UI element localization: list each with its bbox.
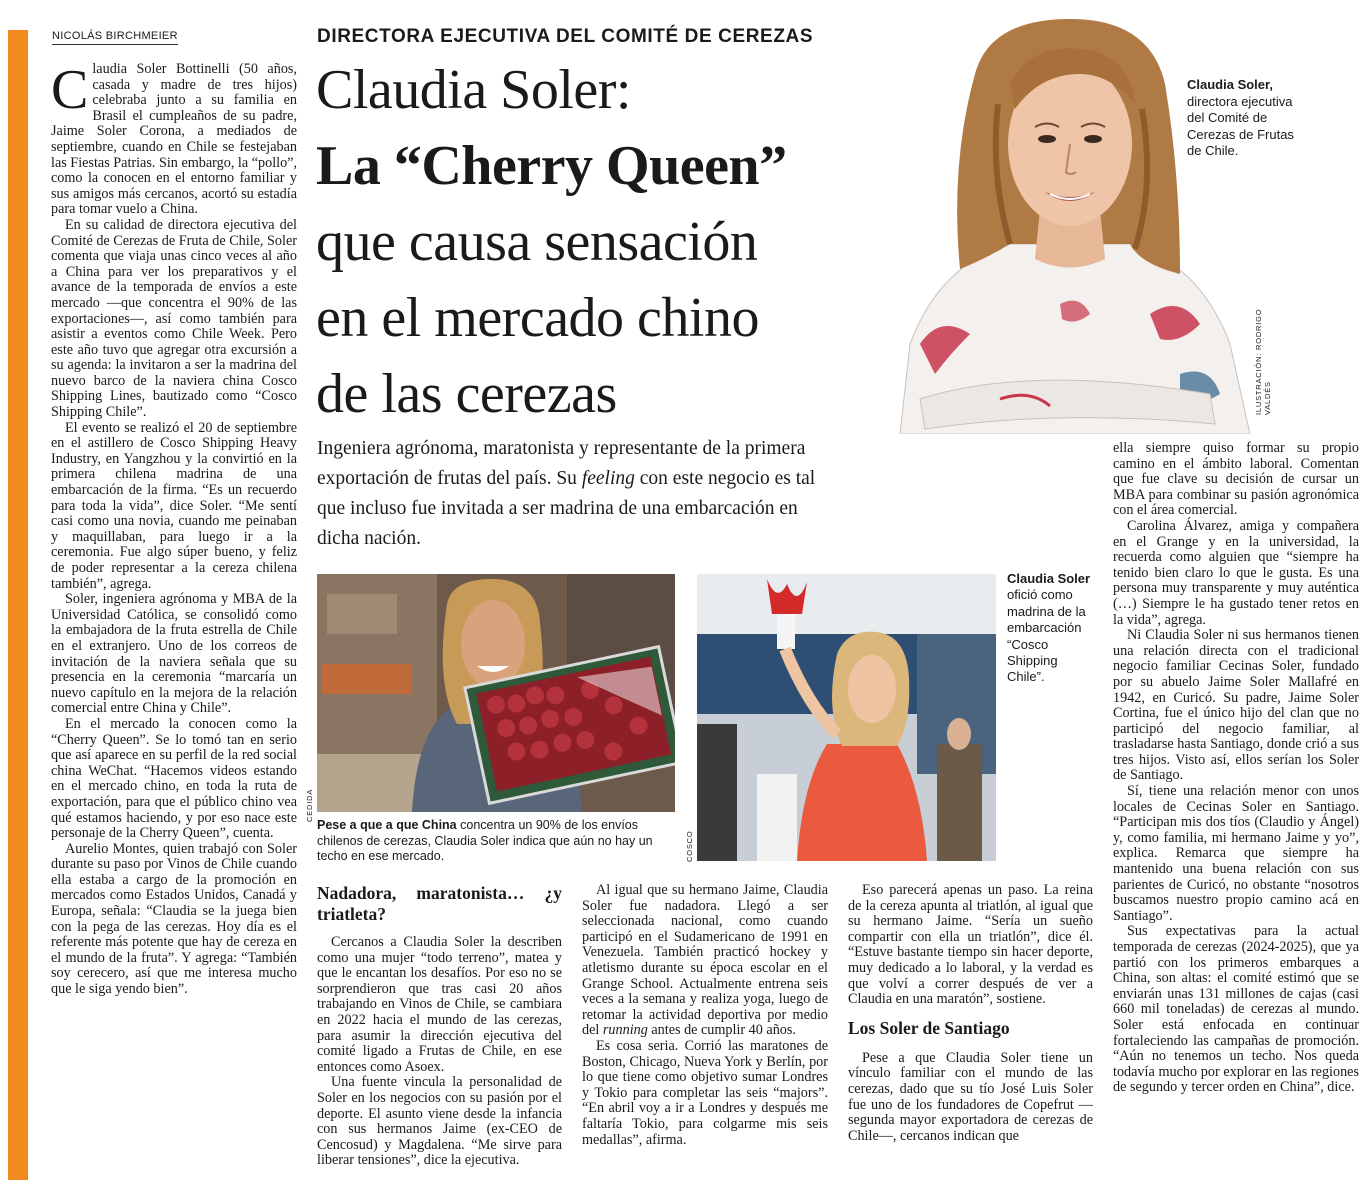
photo-ship-ceremony-caption-text: ofició como madrina de la embarcación “Cosco Shipping Chile”. bbox=[1007, 587, 1086, 685]
article-column-3 bbox=[582, 883, 828, 1148]
headline-line-1: Claudia Soler: bbox=[316, 59, 631, 121]
portrait-caption-role: directora ejecutiva del Comité de Cerezas de Frutas de Chile. bbox=[1187, 93, 1294, 158]
col1-paragraph-3: El evento se realizó el 20 de septiembre en el astillero de Cosco Shipping Heavy Industry, en Yangzhou y la convirtió en la primera chilena madrina de una embarcación de la firma. “Es un recuerdo para toda la vida”, dice Soler. “Me sentí casi como una novia, cuando me peinaban y maquillaban, para luego ir a la ceremonia. Fue algo súper bueno, y feliz de poder representar a la cereza chilena también”, agrega. bbox=[51, 419, 297, 592]
lead-text-before: Ingeniera agrónoma, maratonista y representante de la primera exportación de frutas del país. Su bbox=[317, 438, 806, 489]
headline-line-2: La “Cherry Queen” bbox=[316, 135, 787, 197]
section-color-bar bbox=[8, 30, 28, 1180]
col5-paragraph-3: Sí, tiene una relación menor con unos locales de Cecinas Soler en Santiago. “Participan mis dos tíos (Claudio y Ángel) y, como familia, mi hermano Jaime y yo”, explica. Remarca que siempre ha mantenido una buena relación con sus parientes de Curicó, no obstante “nosotros buscamos nuestro propio camino acá en Santiago”. bbox=[1113, 783, 1359, 924]
article-column-1 bbox=[51, 59, 298, 998]
col5-paragraph-4: Sus expectativas para la actual temporada de cerezas (2024-2025), que ya partió con los primeros embarques a China, son altas: el comité estimó que se enviarán unas 131 millones de cajas (casi 660 mil toneladas) de cerezas al mundo. Soler está enfocada en continuar fortaleciendo las campañas de promoción. “Aún no tenemos un techo. Nos queda todavía mucho por explorar en las regiones de segundo y tercer orden en China”, dice. bbox=[1113, 923, 1359, 1096]
photo-cherry-box bbox=[317, 574, 675, 812]
subhead-nadadora: Nadadora, maratonista… ¿y triatleta? bbox=[317, 883, 562, 924]
col1-paragraph-1-text: laudia Soler Bottinelli (50 años, casada y madre de tres hijos) celebraba junto a su familia en Brasil el cumpleaños de su padre, Jaime Soler Corona, a mediados de septiembre, cuando en Chile se festejaban las Fiestas Patrias. Sin embargo, la “pollo”, como la conocen en el entorno familiar y sus amigos más cercanos, acortó su estadía para tomar vuelo a China. bbox=[51, 61, 298, 218]
headline-line-4: en el mercado chino bbox=[316, 287, 759, 349]
photo-ship-ceremony-credit: COSCO bbox=[685, 830, 694, 862]
portrait-caption bbox=[1187, 77, 1307, 160]
portrait-caption-name: Claudia Soler, bbox=[1187, 77, 1273, 92]
photo-ship-ceremony-caption bbox=[1007, 571, 1093, 686]
photo-cherry-box-caption-text: concentra un 90% de los envíos chilenos de cerezas, Claudia Soler indica que aún no hay un techo en ese mercado. bbox=[317, 818, 653, 863]
lead-paragraph bbox=[317, 434, 837, 554]
col3-paragraph-1-italic: running bbox=[602, 1022, 648, 1039]
photo-ship-ceremony-caption-bold: Claudia Soler bbox=[1007, 571, 1091, 586]
portrait-credit: ILUSTRACIÓN: RODRIGO VALDÉS bbox=[1254, 308, 1272, 415]
col2-paragraph-2: Una fuente vincula la personalidad de Soler en los negocios con su pasión por el deporte. El asunto viene desde la infancia con sus hermanos Jaime (ex-CEO de Cencosud) y Magdalena. “Me sirve para liberar tensiones”, dice la ejecutiva. bbox=[317, 1074, 562, 1169]
col4-paragraph-1: Eso parecerá apenas un paso. La reina de la cereza apunta al triatlón, al igual que su hermano Jaime. “Sería un sueño compartir con ella un triatlón”, dice él. “Estuve bastante tiempo sin hacer deporte, muy dedicado a lo laboral, y la verdad es que volví a correr después de ver a Claudia en una maratón”, sostiene. bbox=[848, 882, 1093, 1008]
col1-paragraph-6: Aurelio Montes, quien trabajó con Soler durante su paso por Vinos de Chile cuando ella estaba a cargo de la promoción en mercados como Estados Unidos, Canadá y Europa, señala: “Claudia se la juega bien con la pega de las cerezas. Hoy día es el referente más potente que hay de cereza en el mundo de la fruta”. Y agrega: “También soy cerecero, así que me interesa mucho que le siga yendo bien”. bbox=[51, 840, 297, 998]
kicker: DIRECTORA EJECUTIVA DEL COMITÉ DE CEREZAS bbox=[317, 26, 814, 47]
col1-paragraph-2: En su calidad de directora ejecutiva del Comité de Cerezas de Fruta de Chile, Soler comenta que viaja unas cinco veces al año a China para ver los preparativos y el avance de la temporada de envíos a este mercado —que concentra el 90% de las exportaciones—, así como también para asistir a eventos como Chile Week. Pero este año tuvo que agregar otra excursión a su agenda: la invitaron a ser la madrina del nuevo barco de la naviera china Cosco Shipping Lines, bautizado como “Cosco Shipping Chile”. bbox=[51, 216, 297, 421]
col4-paragraph-2: Pese a que Claudia Soler tiene un vínculo familiar con el mundo de las cerezas, dado que su tío José Luis Soler fue uno de los fundadores de Copefrut —segunda mayor exportadora de cerezas de Chile—, cercanos indican que bbox=[848, 1049, 1093, 1144]
col3-paragraph-2: Es cosa seria. Corrió las maratones de Boston, Chicago, Nueva York y Berlín, por lo que tiene como objetivo sumar Londres y Tokio para completar las seis “majors”. “En abril voy a ir a Londres y después me faltaría Tokio, para colgarme mis seis medallas”, afirma. bbox=[582, 1037, 828, 1148]
photo-cherry-box-caption bbox=[317, 818, 679, 865]
headline bbox=[316, 52, 916, 432]
col2-paragraph-1: Cercanos a Claudia Soler la describen como una mujer “todo terreno”, matea y que le encantan los desafíos. Por eso no se sorprendieron que tras casi 20 años trabajando en Vinos de Chile, se cambiara en 2022 hacia el mundo de las cerezas, para asumir la dirección ejecutiva del comité ligado a Frutas de Chile, en ese entonces como Asoex. bbox=[317, 934, 562, 1075]
headline-line-3: que causa sensación bbox=[316, 211, 758, 273]
col3-paragraph-1-text-b: antes de cumplir 40 años. bbox=[647, 1022, 796, 1039]
photo-ship-ceremony bbox=[697, 574, 996, 861]
photo-cherry-box-credit: CEDIDA bbox=[305, 788, 314, 822]
col1-paragraph-4: Soler, ingeniera agrónoma y MBA de la Universidad Católica, se consolidó como la embajadora de la fruta estrella de Chile en el extranjero. Uno de los correos de invitación de la naviera señala que su presencia en la ceremonia “marcaría un nuevo capítulo en la mejora de la relación comercial entre China y Chile”. bbox=[51, 591, 297, 717]
subhead-los-soler: Los Soler de Santiago bbox=[848, 1017, 1010, 1038]
col5-paragraph-1: Carolina Álvarez, amiga y compañera en el Grange y en la universidad, la recuerda como alguien que “siempre ha tenido bien claro lo que le gusta. Es una persona muy transparente y muy auténtica (…) Siempre le ha gustado tener retos en la vida”, agrega. bbox=[1113, 517, 1359, 628]
col1-paragraph-5: En el mercado la conocen como la “Cherry Queen”. Se lo tomó tan en serio que así aparece en su perfil de la red social china WeChat. “Hacemos videos estando en el mercado chino, en toda la ruta de exportación, para que el público chino vea qué estamos haciendo, y por eso nace este personaje de la Cherry Queen”, cuenta. bbox=[51, 715, 297, 842]
col5-paragraph-2: Ni Claudia Soler ni sus hermanos tienen una relación directa con el tradicional negocio familiar Cecinas Soler, fundado por su abuelo Jaime Soler Mallafré en 1942, en Curicó. Su padre, Jaime Soler Cortina, fue el único hijo del clan que no participó del negocio familiar, al trasladarse hasta Santiago, donde crió a sus tres hijos. Visto así, ellos serían los Soler de Santiago. bbox=[1113, 627, 1359, 784]
lead-text-italic: feeling bbox=[581, 468, 635, 489]
col3-paragraph-1 bbox=[582, 883, 828, 1039]
lead-text-after: con este negocio es tal que incluso fue invitada a ser madrina de una embarcación en dicha nación. bbox=[317, 468, 816, 549]
col5-paragraph-0: ella siempre quiso formar su propio camino en el ámbito laboral. Comentan que fue clave su decisión de cursar un MBA para combinar su pasión agronómica con el área comercial. bbox=[1113, 440, 1359, 519]
photo-ship-ceremony-svg bbox=[697, 574, 996, 861]
byline: NICOLÁS BIRCHMEIER bbox=[52, 30, 178, 45]
col1-paragraph-1 bbox=[51, 59, 298, 218]
article-column-4 bbox=[848, 883, 1093, 1144]
article-column-5 bbox=[1113, 441, 1359, 1096]
photo-cherry-box-svg bbox=[317, 574, 675, 812]
drop-cap: C bbox=[51, 59, 89, 121]
col3-paragraph-1-text-a: Al igual que su hermano Jaime, Claudia Soler fue nadadora. Llegó a ser seleccionada nacional, como cuando participó en el Sudamericano de 1991 en Venezuela. También practicó hockey y atletismo durante su época escolar en el Grange School. Actualmente entrena seis veces a la semana y realiza yoga, luego de retomar la actividad deportiva por medio del bbox=[582, 882, 828, 1039]
headline-line-5: de las cerezas bbox=[316, 363, 617, 425]
article-column-2 bbox=[317, 883, 562, 1169]
photo-cherry-box-caption-bold: Pese a que a que China bbox=[317, 818, 457, 832]
